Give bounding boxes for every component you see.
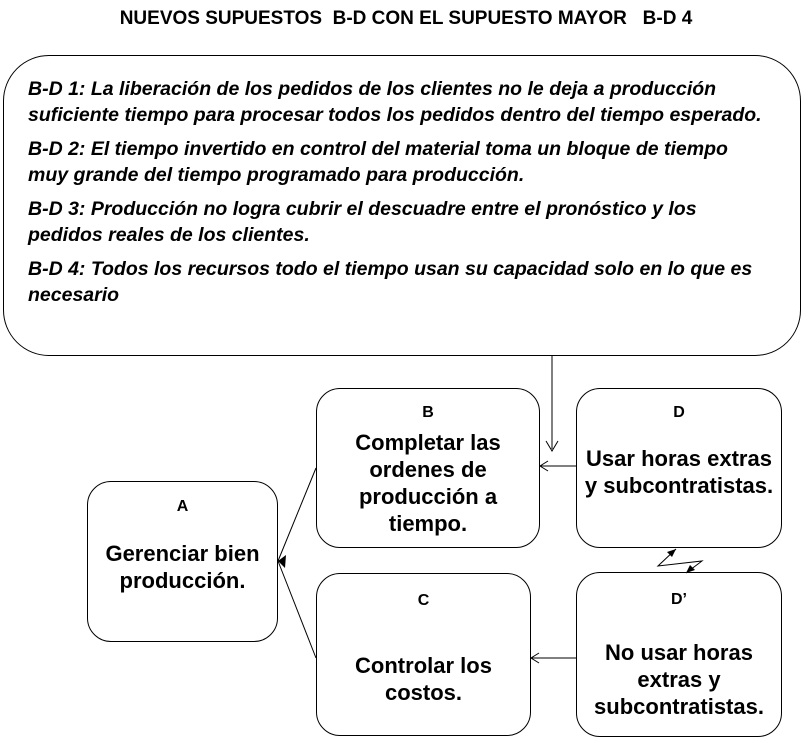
assumptions-callout (3, 55, 801, 356)
box-a-letter: A (176, 498, 189, 515)
box-b-requirement (316, 388, 540, 548)
arrowhead-into-a (278, 555, 286, 568)
assumption-bd3: B-D 3: Producción no logra cubrir el descuadre entre el pronóstico y los pedidos reales de los clientes. (28, 198, 697, 246)
box-b-letter: B (422, 404, 434, 421)
box-d-prime-text: No usar horas extras y subcontratistas. (594, 640, 764, 719)
diagram-title: NUEVOS SUPUESTOS B-D CON EL SUPUESTO MAYOR B-D 4 (119, 8, 693, 29)
assumption-bd2: B-D 2: El tiempo invertido en control del material toma un bloque de tiempo muy grande del tiempo programado para producción. (28, 138, 728, 186)
box-a-objective (87, 481, 278, 642)
box-d-letter: D (673, 404, 685, 421)
arrow-dprime-to-c-head (531, 653, 539, 663)
box-d-prerequisite (576, 388, 782, 548)
arrow-c-to-a (278, 561, 316, 658)
box-d-text: Usar horas extras y subcontratistas. (584, 446, 774, 498)
assumption-bd4: B-D 4: Todos los recursos todo el tiempo usan su capacidad solo en lo que es necesario (28, 258, 753, 306)
box-a-text: Gerenciar bien producción. (105, 541, 260, 593)
box-c-letter: C (417, 592, 430, 609)
box-d-prime-letter: D’ (671, 591, 687, 608)
arrow-d-to-b-head (540, 461, 548, 471)
box-c-text: Controlar los costos. (355, 653, 492, 705)
conflict-arrowhead-up (667, 549, 676, 557)
callout-pointer-arrowhead (546, 441, 558, 451)
assumption-bd1: B-D 1: La liberación de los pedidos de los clientes no le deja a producción suficiente tiempo para procesar todos los pedidos dentro del tiempo esperado. (28, 78, 762, 126)
conflict-zigzag (658, 549, 702, 573)
box-d-prime-prerequisite (576, 572, 782, 737)
arrow-b-to-a (278, 468, 316, 561)
box-c-requirement (316, 573, 531, 736)
box-b-text: Completar las ordenes de producción a tiempo. (355, 430, 501, 536)
